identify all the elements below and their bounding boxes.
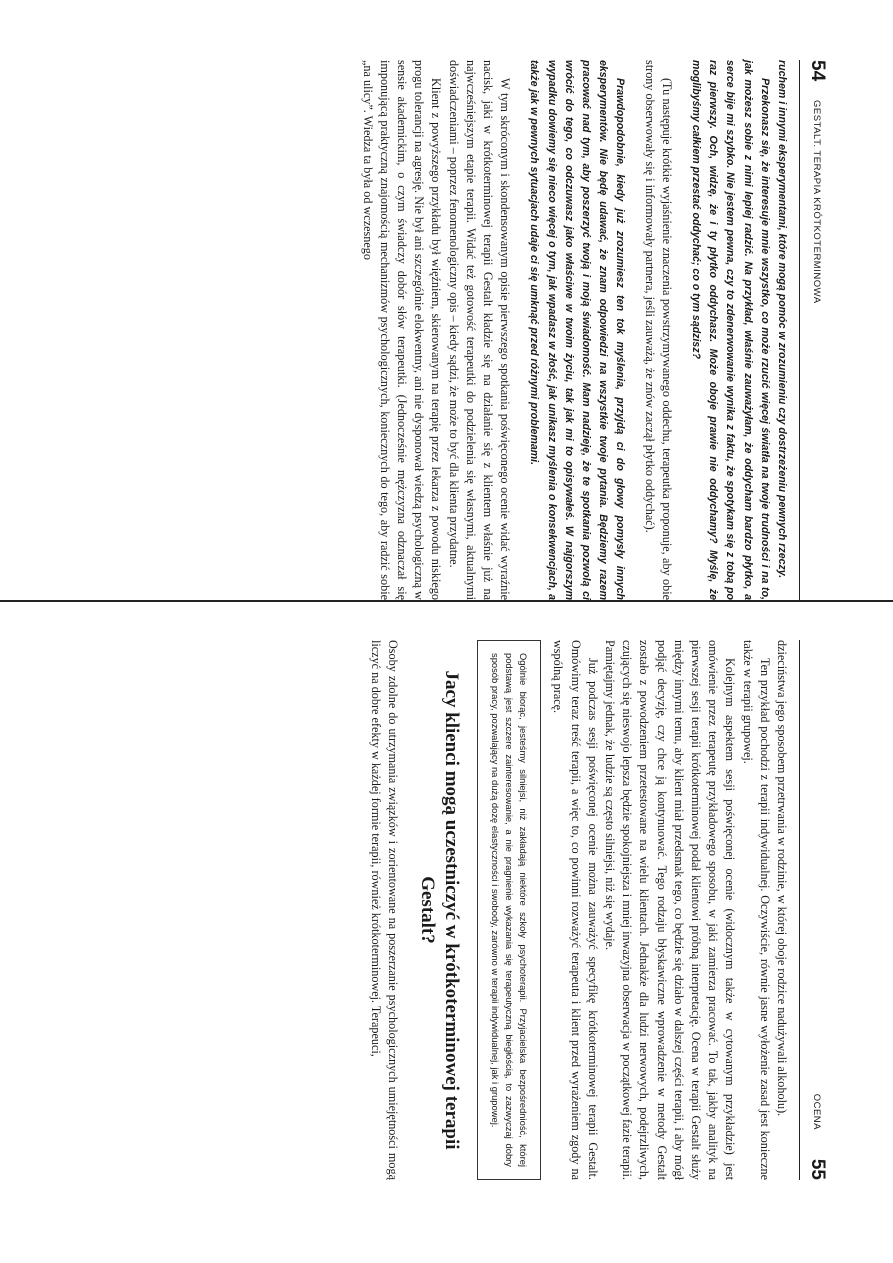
- paragraph: Już podczas sesji poświęconej ocenie można zauważyć specyfikę krótkoterminowej terapii Gestalt. Omówimy teraz treść terapii, a więc to, co powinni rozważyć terapeuta i klient przed wyrażeniem zgody na wspólną pracę.: [551, 640, 600, 1180]
- text-column: [10, 640, 790, 1180]
- paragraph: Kolejnym aspektem sesji poświęconej ocenie (widocznym także w cytowanym przykładzie) jest omówienie przez terapeutę przykładowego sposobu, w jaki zamierza pracować. To tak, jakby analityk na pierwszej sesji terapii krótkoterminowej podał klientowi próbną interpretację. Ocena w terapii Gestalt służy między innymi temu, aby klient miał przedsmak tego, co będzie się działo w dalszej części terapii, i aby mógł podjąć decyzję, czy chce ją kontynuować. Tego rodzaju błyskawiczne wprowadzenie w metody Gestalt zostało z powodzeniem przetestowane na wielu klientach. Jednakże dla ludzi nerwowych, podejrzliwych, czujących się nieswojo lepsza będzie spokojniejsza i mniej inwazyjna obserwacja w początkowej fazie terapii. Pamiętajmy jednak, że ludzie są często silniejsi, niż się wydaje.: [602, 640, 738, 1180]
- paragraph: Klient z powyższego przykładu był więźniem, skierowanym na terapię przez lekarza z powodu niskiego progu tolerancji na agresję. Nie był ani szczególnie elokwentny, ani nie dysponował wiedzą psychologiczną w sensie akademickim, o czym świadczy dobór słów terapeutki. (Jednocześnie mężczyzna odznaczał się imponującą praktyczną znajomością mechanizmów psychologicznych, koniecznych do tego, aby radzić sobie „na ulicy”. Wiedza ta była od wczesnego: [360, 60, 444, 600]
- section-heading: Jacy klienci mogą uczestniczyć w krótkoterminowej terapii Gestalt?: [417, 670, 463, 1150]
- paragraph: Prawdopodobnie, kiedy już zrozumiesz ten tok myślenia, przyjdą ci do głowy pomysły innych eksperymentów. Nie będę udawać, że znam odpowiedzi na wszystkie twoje pytania. Będziemy razem pracować nad tym, aby poszerzyć twoją i moją świadomość. Mam nadzieję, że te spotkania pozwolą ci wrócić do tego, co odczuwasz jako właściwe w twoim życiu, tak jak mi to opisywałeś. W najgorszym wypadku dowiemy się nieco więcej o tym, jak wpadasz w złość, jak unikasz myślenia o konsekwencjach, a także jak w pewnych sytuacjach udaje ci się umknąć przed różnymi problemami.: [528, 60, 627, 600]
- paragraph: Przekonasz się, że interesuje mnie wszystko, co może rzucić więcej światła na twoje trudności i na to, jak możesz sobie z nimi lepiej radzić. Na przykład, właśnie zauważyłam, że oddycham bardzo płytko, a serce bije mi szybko. Nie jestem pewna, czy to zdenerwowanie wynika z faktu, że spotykam się z tobą po raz pierwszy. Och, widzę, że i ty płytko oddychasz. Może oboje prawie nie oddychamy? Myślę, że moglibyśmy całkiem przestać oddychać; co o tym sądzisz?: [689, 60, 771, 600]
- page-55: [0, 640, 830, 1200]
- paragraph: dzieciństwa jego sposobem przetrwania w rodzinie, w której oboje rodzice nadużywali alkoholu).: [775, 640, 789, 1117]
- running-title: OCENA: [811, 1093, 822, 1130]
- running-head-55: [799, 640, 830, 1180]
- paragraph: Osoby zdolne do utrzymania związków i zorientowane na poszerzanie psychologicznych umiejętności mogą liczyć na dobre efekty w każdej formie terapii, również krótkoterminowej. Terapeuci,: [368, 640, 401, 1180]
- paragraph: W tym skróconym i skondensowanym opisie pierwszego spotkania poświęconego ocenie widać wyraźnie nacisk, jaki w krótkoterminowej terapii Gestalt kładzie się na działanie się z klientem właśnie już na najwcześniejszym etapie terapii. Widać też gotowość terapeutki do podzielenia się własnymi, aktualnymi doświadczeniami – poprzez fenomenologiczny opis – kiedy sądzi, że może to być dla klienta przydatne.: [446, 60, 513, 600]
- paragraph: ruchem i innymi eksperymentami, które mogą pomóc w zrozumieniu czy dostrzeżeniu pewnych rzeczy.: [776, 60, 788, 579]
- running-head-54: [799, 60, 830, 600]
- paragraph: Ten przykład pochodzi z terapii indywidualnej. Oczywiście, równie jasne wyłożenie zasad jest konieczne także w terapii grupowej.: [740, 640, 772, 1180]
- text-column: [10, 60, 790, 600]
- highlight-box: [477, 640, 541, 1180]
- page-number: 55: [807, 1158, 828, 1180]
- page-54: [0, 60, 830, 620]
- page-number: 54: [807, 60, 828, 82]
- running-title: GESTALT. TERAPIA KRÓTKOTERMINOWA: [811, 100, 822, 304]
- paragraph: (Tu następuje krótkie wyjaśnienie znaczenia powstrzymywanego oddechu, terapeutka proponuje, aby obie strony obserwowały się i informowały partnera, jeśli zauważą, że znów zaczął płytko oddychać).: [642, 60, 674, 600]
- box-text: Ogólnie biorąc, jesteśmy silniejsi, niż zakładają niektóre szkoły psychoterapii. Przyjacielska bezpośredniość, której podstawą jest szczere zainteresowanie, a nie pragnienie wykazania się terapeutyczną biegłością, to zazwyczaj dobry sposób pracy, pozwalający na dużą dozę elastyczności i swobody, zarówno w terapii indywidualnej, jak i grupowej.: [490, 653, 530, 1167]
